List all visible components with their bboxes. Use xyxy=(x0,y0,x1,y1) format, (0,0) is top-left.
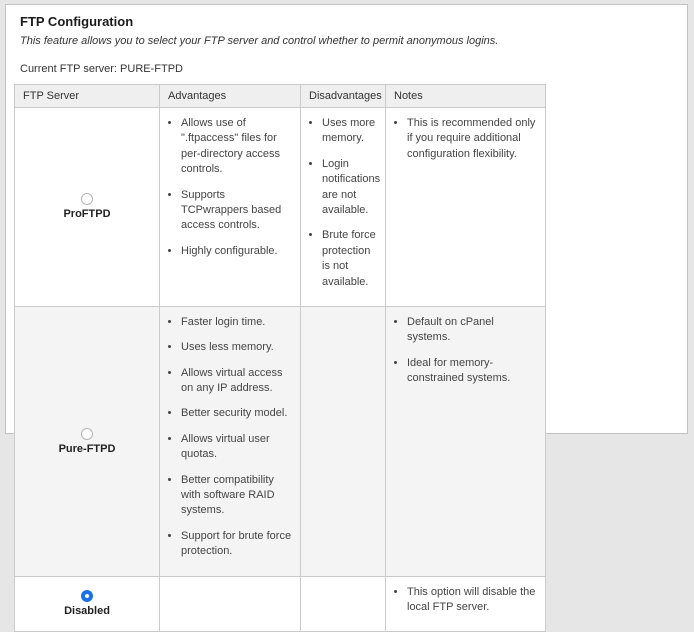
notes-list xyxy=(390,315,537,387)
bullet-item: • Uses more memory. xyxy=(322,116,377,147)
bullet-item: • Ideal for memory-constrained systems. xyxy=(407,356,537,387)
page-title: FTP Configuration xyxy=(20,14,679,29)
disadvantages-cell xyxy=(301,576,386,632)
disadvantages-cell xyxy=(301,108,386,307)
notes-list xyxy=(390,585,537,616)
notes-cell xyxy=(386,576,546,632)
bullet-item: • Allows use of ".ftpaccess" files for per-directory access controls. xyxy=(181,116,292,178)
advantages-cell xyxy=(160,306,301,576)
advantages-list xyxy=(164,116,292,259)
bullet-item: • This is recommended only if you require additional configuration flexibility. xyxy=(407,116,537,162)
advantages-cell xyxy=(160,576,301,632)
server-radio-choice[interactable] xyxy=(59,428,116,455)
advantages-cell xyxy=(160,108,301,307)
column-header-notes: Notes xyxy=(386,85,546,108)
advantages-list xyxy=(164,315,292,560)
server-option-cell xyxy=(15,306,160,576)
bullet-item: • Better security model. xyxy=(181,406,292,421)
bullet-item: • Allows virtual access on any IP address. xyxy=(181,366,292,397)
column-header-ftp-server: FTP Server xyxy=(15,85,160,108)
bullet-item: • Allows virtual user quotas. xyxy=(181,432,292,463)
server-option-cell xyxy=(15,576,160,632)
column-header-advantages: Advantages xyxy=(160,85,301,108)
bullet-item: • Brute force protection is not available. xyxy=(322,228,377,290)
table-row xyxy=(15,576,546,632)
table-row xyxy=(15,306,546,576)
disadvantages-list xyxy=(305,116,377,290)
bullet-item: • Default on cPanel systems. xyxy=(407,315,537,346)
bullet-item: • Faster login time. xyxy=(181,315,292,330)
bullet-item: • Better compatibility with software RAID systems. xyxy=(181,473,292,519)
ftp-table-body xyxy=(15,108,546,632)
page-subtitle: This feature allows you to select your FTP server and control whether to permit anonymous logins. xyxy=(20,35,679,47)
ftp-configuration-panel xyxy=(5,4,688,434)
notes-list xyxy=(390,116,537,162)
disadvantages-cell xyxy=(301,306,386,576)
column-header-disadvantages: Disadvantages xyxy=(301,85,386,108)
bullet-item: • This option will disable the local FTP server. xyxy=(407,585,537,616)
bullet-item: • Login notifications are not available. xyxy=(322,157,377,219)
server-label[interactable]: Disabled xyxy=(64,605,110,617)
notes-cell xyxy=(386,306,546,576)
server-label[interactable]: ProFTPD xyxy=(63,208,110,220)
server-option-cell xyxy=(15,108,160,307)
table-row xyxy=(15,108,546,307)
bullet-item: • Uses less memory. xyxy=(181,340,292,355)
table-header-row xyxy=(15,85,546,108)
bullet-item: • Supports TCPwrappers based access controls. xyxy=(181,188,292,234)
bullet-item: • Highly configurable. xyxy=(181,244,292,259)
ftp-server-comparison-table xyxy=(14,84,546,632)
server-radio-choice[interactable] xyxy=(63,193,110,220)
bullet-item: • Support for brute force protection. xyxy=(181,529,292,560)
server-label[interactable]: Pure-FTPD xyxy=(59,443,116,455)
radio-button-icon[interactable] xyxy=(81,193,93,205)
radio-button-icon[interactable] xyxy=(81,590,93,602)
radio-button-icon[interactable] xyxy=(81,428,93,440)
server-radio-choice[interactable] xyxy=(64,590,110,617)
current-ftp-server-status: Current FTP server: PURE-FTPD xyxy=(20,63,679,75)
notes-cell xyxy=(386,108,546,307)
